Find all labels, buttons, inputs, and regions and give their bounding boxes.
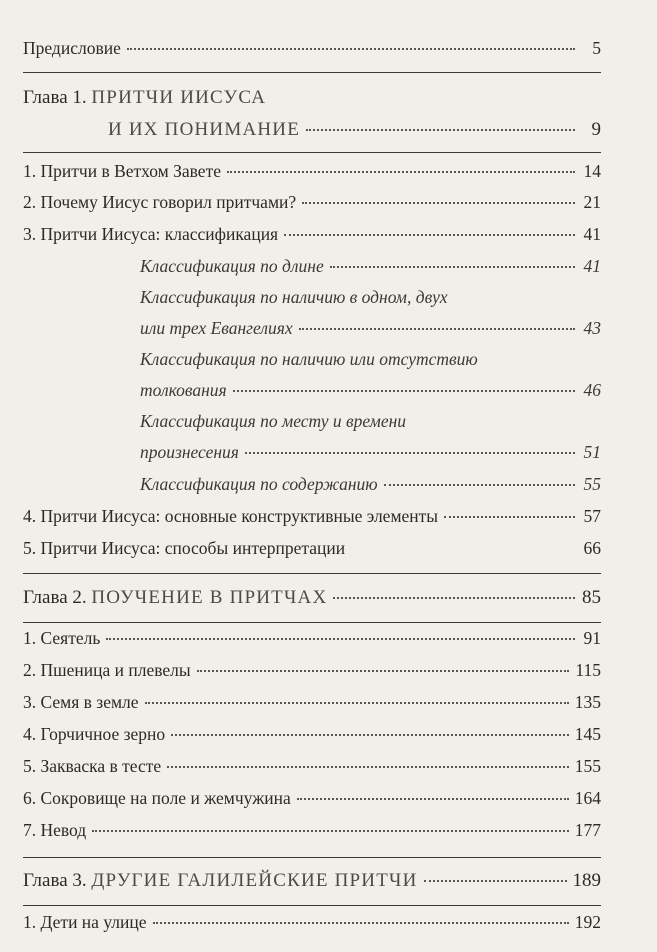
toc-subentry[interactable]	[140, 474, 601, 495]
toc-page-number: 41	[583, 224, 601, 244]
toc-entry[interactable]	[23, 724, 601, 745]
toc-page-number: 192	[574, 912, 601, 932]
toc-entry-title: 2. Пшеница и плевелы	[23, 660, 191, 680]
divider	[23, 857, 601, 858]
toc-entry-title-cont: толкования	[140, 380, 227, 400]
toc-entry-title: Классификация по месту и времени	[140, 411, 407, 431]
toc-entry-title: 3. Притчи Иисуса: классификация	[23, 224, 279, 244]
toc-entry[interactable]	[23, 692, 601, 713]
divider	[23, 152, 601, 153]
toc-entry-title: Предисловие	[23, 38, 121, 58]
toc-page-number: 115	[575, 660, 601, 680]
toc-subentry-line2[interactable]	[140, 442, 601, 463]
chapter-title: ДРУГИЕ ГАЛИЛЕЙСКИЕ ПРИТЧИ	[91, 870, 418, 891]
toc-page-number: 41	[583, 256, 601, 276]
leader-dots	[297, 798, 569, 800]
toc-subentry[interactable]	[140, 256, 601, 277]
leader-dots	[153, 922, 569, 924]
toc-subentry-line2[interactable]	[140, 318, 601, 339]
toc-entry-title-cont: произнесения	[140, 442, 239, 462]
leader-dots	[302, 202, 575, 204]
toc-entry-title: 5. Притчи Иисуса: способы интерпретации	[23, 538, 346, 558]
chapter-title: ПРИТЧИ ИИСУСА	[91, 87, 267, 108]
divider	[23, 72, 601, 73]
toc-page-number: 9	[591, 119, 601, 140]
toc-subentry-line1[interactable]	[140, 287, 601, 308]
chapter-label: Глава 1.	[23, 87, 87, 108]
chapter-2-heading[interactable]	[23, 587, 601, 609]
toc-entry-title: Классификация по длине	[140, 256, 324, 276]
toc-entry-title: 1. Притчи в Ветхом Завете	[23, 161, 221, 181]
divider	[23, 622, 601, 623]
toc-page-number: 43	[583, 318, 601, 338]
toc-entry-title: 1. Дети на улице	[23, 912, 147, 932]
toc-entry[interactable]	[23, 788, 601, 809]
toc-entry-title: Классификация по наличию или отсутствию	[140, 349, 478, 369]
chapter-title: ПОУЧЕНИЕ В ПРИТЧАХ	[91, 587, 328, 608]
toc-entry-preface[interactable]	[23, 38, 601, 59]
toc-entry[interactable]	[23, 192, 601, 213]
toc-entry-title: 6. Сокровище на поле и жемчужина	[23, 788, 291, 808]
toc-page-number: 55	[583, 474, 601, 494]
toc-page-number: 46	[583, 380, 601, 400]
toc-entry[interactable]	[23, 912, 601, 933]
leader-dots	[424, 880, 567, 882]
leader-dots	[92, 830, 569, 832]
leader-dots	[444, 516, 575, 518]
chapter-label: Глава 3.	[23, 870, 87, 891]
toc-page-number: 85	[582, 587, 601, 608]
toc-entry[interactable]	[23, 660, 601, 681]
toc-page-number: 164	[574, 788, 601, 808]
leader-dots	[384, 484, 575, 486]
toc-entry-title: Классификация по наличию в одном, двух	[140, 287, 448, 307]
toc-entry[interactable]	[23, 224, 601, 245]
leader-dots	[227, 171, 575, 173]
toc-entry[interactable]	[23, 161, 601, 182]
leader-dots	[333, 597, 575, 599]
toc-entry-title: 4. Притчи Иисуса: основные конструктивные элементы	[23, 506, 439, 526]
toc-page-number: 145	[574, 724, 601, 744]
toc-entry-title: 3. Семя в земле	[23, 692, 139, 712]
toc-entry[interactable]	[23, 538, 601, 559]
leader-dots	[197, 670, 570, 672]
chapter-3-heading[interactable]	[23, 870, 601, 892]
toc-page-number: 155	[574, 756, 601, 776]
toc-entry-title: 4. Горчичное зерно	[23, 724, 166, 744]
leader-dots	[167, 766, 569, 768]
leader-dots	[245, 452, 575, 454]
leader-dots	[145, 702, 569, 704]
toc-page-number: 5	[592, 38, 601, 58]
leader-dots	[284, 234, 575, 236]
toc-entry[interactable]	[23, 628, 601, 649]
toc-page-number: 177	[574, 820, 601, 840]
leader-dots	[306, 129, 575, 131]
toc-page-number: 66	[583, 538, 601, 558]
leader-dots	[233, 390, 575, 392]
toc-page-number: 91	[583, 628, 601, 648]
toc-subentry-line1[interactable]	[140, 411, 601, 432]
leader-dots	[330, 266, 575, 268]
toc-entry-title: Классификация по содержанию	[140, 474, 378, 494]
toc-entry[interactable]	[23, 756, 601, 777]
leader-dots	[106, 638, 575, 640]
toc-subentry-line1[interactable]	[140, 349, 601, 370]
toc-page-number: 14	[583, 161, 601, 181]
chapter-label: Глава 2.	[23, 587, 87, 608]
leader-dots	[127, 48, 575, 50]
divider	[23, 905, 601, 906]
toc-entry-title: 7. Невод	[23, 820, 87, 840]
toc-page-number: 189	[572, 870, 601, 891]
chapter-title-cont: И ИХ ПОНИМАНИЕ	[108, 119, 301, 140]
leader-dots	[171, 734, 569, 736]
toc-page-number: 57	[583, 506, 601, 526]
divider	[23, 573, 601, 574]
toc-page-number: 51	[583, 442, 601, 462]
toc-entry-title-cont: или трех Евангелиях	[140, 318, 293, 338]
toc-entry-title: 2. Почему Иисус говорил притчами?	[23, 192, 297, 212]
chapter-1-heading[interactable]	[23, 87, 601, 109]
toc-entry[interactable]	[23, 820, 601, 841]
toc-subentry-line2[interactable]	[140, 380, 601, 401]
leader-dots	[299, 328, 575, 330]
chapter-1-heading-cont[interactable]	[108, 119, 601, 141]
toc-entry-title: 5. Закваска в тесте	[23, 756, 162, 776]
toc-entry-title: 1. Сеятель	[23, 628, 101, 648]
toc-page-number: 135	[574, 692, 601, 712]
toc-entry[interactable]	[23, 506, 601, 527]
toc-page-number: 21	[583, 192, 601, 212]
